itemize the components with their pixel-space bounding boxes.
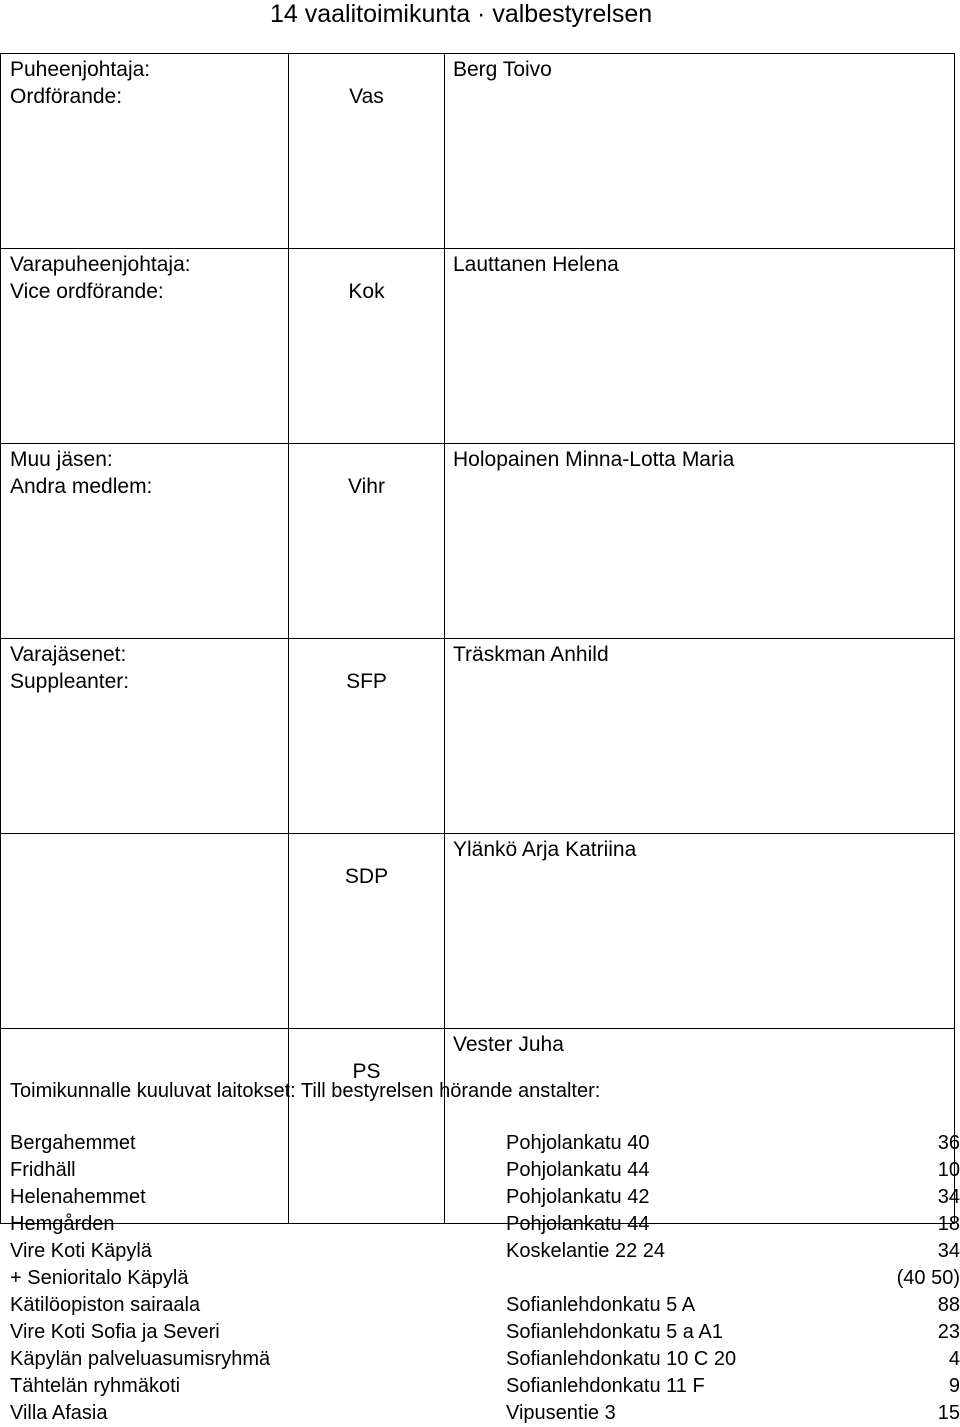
institution-count: 36: [937, 1132, 960, 1154]
institution-name: Bergahemmet: [10, 1132, 136, 1154]
institution-address: Sofianlehdonkatu 5 A: [506, 1294, 696, 1316]
institution-address: Pohjolankatu 40: [506, 1132, 650, 1154]
role-swedish: Ordförande:: [10, 85, 123, 108]
role-swedish: Andra medlem:: [10, 475, 153, 498]
institution-count: 23: [937, 1321, 960, 1343]
role-finnish: Muu jäsen:: [10, 448, 113, 471]
institution-name: Vire Koti Käpylä: [10, 1240, 152, 1262]
role-cell: [1, 639, 289, 834]
table-row: [1, 54, 955, 249]
role-swedish: Suppleanter:: [10, 670, 130, 693]
list-item: [10, 1346, 960, 1373]
role-swedish: Vice ordförande:: [10, 280, 164, 303]
institution-count: 88: [937, 1294, 960, 1316]
page-title: 14 vaalitoimikunta · valbestyrelsen: [270, 0, 653, 28]
institution-name: Fridhäll: [10, 1159, 76, 1181]
institution-address: Pohjolankatu 44: [506, 1213, 650, 1235]
role-cell: [1, 54, 289, 249]
member-name-cell: Berg Toivo: [445, 54, 955, 249]
member-name-cell: Träskman Anhild: [445, 639, 955, 834]
institution-count: 34: [937, 1240, 960, 1262]
list-item: [10, 1157, 960, 1184]
role-finnish: Varajäsenet:: [10, 643, 127, 666]
institution-count: 9: [948, 1375, 960, 1397]
committee-members-table: [0, 53, 955, 1224]
institution-address: Pohjolankatu 42: [506, 1186, 650, 1208]
institutions-heading: Toimikunnalle kuuluvat laitokset: Till bestyrelsen hörande anstalter:: [10, 1080, 601, 1102]
institution-address: Sofianlehdonkatu 10 C 20: [506, 1348, 737, 1370]
role-cell: [1, 834, 289, 1029]
institution-name: Tähtelän ryhmäkoti: [10, 1375, 181, 1397]
role-finnish: Varapuheenjohtaja:: [10, 253, 191, 276]
committee-members-body: [1, 54, 955, 1224]
table-row: [1, 444, 955, 639]
institution-name: Helenahemmet: [10, 1186, 146, 1208]
institution-count: 10: [937, 1159, 960, 1181]
list-item: [10, 1373, 960, 1400]
member-name-cell: Holopainen Minna-Lotta Maria: [445, 444, 955, 639]
table-row: [1, 639, 955, 834]
table-row: [1, 249, 955, 444]
institution-name: Kätilöopiston sairaala: [10, 1294, 201, 1316]
role-cell: [1, 249, 289, 444]
list-item: [10, 1238, 960, 1265]
member-name-cell: Vester Juha: [445, 1029, 955, 1224]
party-cell: Vihr: [289, 444, 445, 639]
role-finnish: Puheenjohtaja:: [10, 58, 151, 81]
table-row: [1, 834, 955, 1029]
institution-count: 4: [948, 1348, 960, 1370]
list-item: [10, 1130, 960, 1157]
list-item: [10, 1292, 960, 1319]
role-cell: [1, 444, 289, 639]
list-item: [10, 1265, 960, 1292]
institution-address: Vipusentie 3: [506, 1402, 616, 1424]
institution-count: (40 50): [896, 1267, 960, 1289]
institution-name: Hemgården: [10, 1213, 115, 1235]
party-cell: Vas: [289, 54, 445, 249]
institutions-list: [10, 1130, 960, 1427]
list-item: [10, 1319, 960, 1346]
institution-name: Käpylän palveluasumisryhmä: [10, 1348, 271, 1370]
institution-address: Pohjolankatu 44: [506, 1159, 650, 1181]
member-name-cell: Lauttanen Helena: [445, 249, 955, 444]
institution-address: Koskelantie 22 24: [506, 1240, 666, 1262]
institution-address: Sofianlehdonkatu 5 a A1: [506, 1321, 723, 1343]
list-item: [10, 1184, 960, 1211]
member-name-cell: Ylänkö Arja Katriina: [445, 834, 955, 1029]
institution-name: Vire Koti Sofia ja Severi: [10, 1321, 220, 1343]
list-item: [10, 1400, 960, 1427]
party-cell: SFP: [289, 639, 445, 834]
institution-count: 18: [937, 1213, 960, 1235]
institution-name: + Senioritalo Käpylä: [10, 1267, 189, 1289]
institution-name: Villa Afasia: [10, 1402, 108, 1424]
party-cell: SDP: [289, 834, 445, 1029]
institution-address: Sofianlehdonkatu 11 F: [506, 1375, 705, 1397]
institution-count: 34: [937, 1186, 960, 1208]
party-cell: PS: [289, 1029, 445, 1224]
party-cell: Kok: [289, 249, 445, 444]
institution-count: 15: [937, 1402, 960, 1424]
list-item: [10, 1211, 960, 1238]
